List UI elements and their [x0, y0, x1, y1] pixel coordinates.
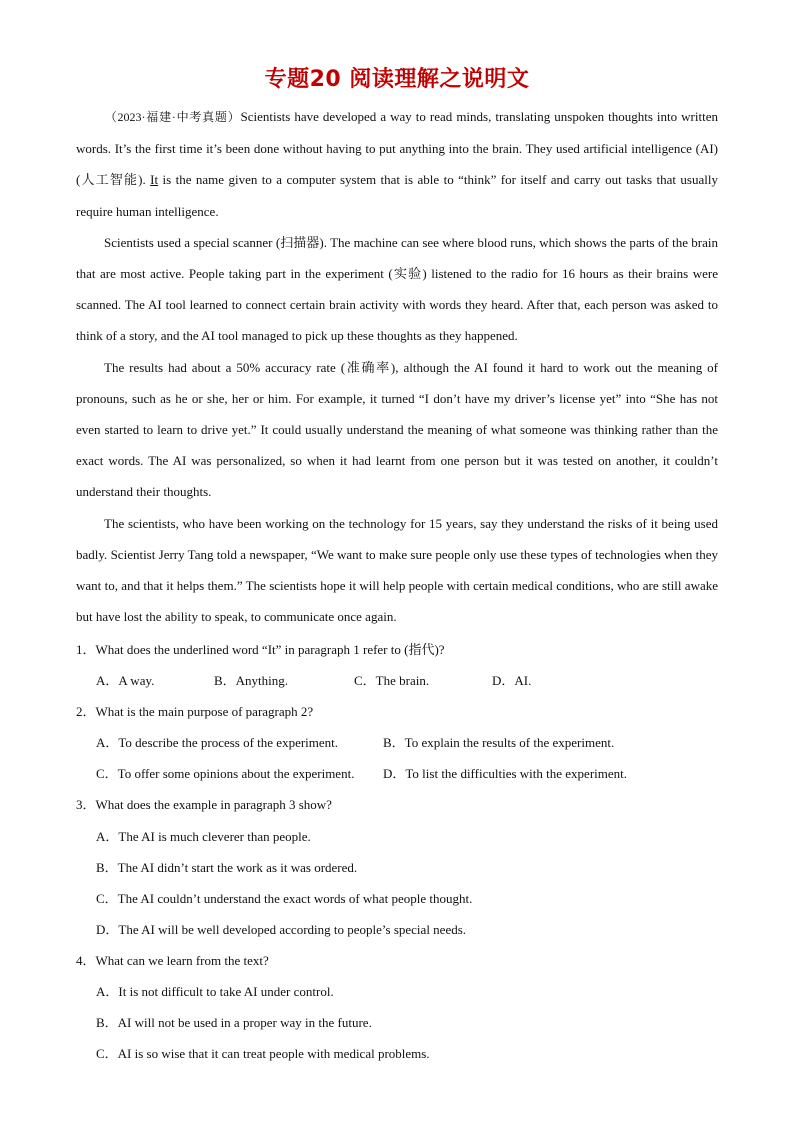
- question-1-stem: 1．What does the underlined word “It” in paragraph 1 refer to (指代)?: [76, 642, 445, 657]
- question-2-option-c[interactable]: C．To offer some opinions about the experiment.: [96, 766, 355, 782]
- question-4-option-a[interactable]: A．It is not difficult to take AI under control.: [96, 984, 334, 1000]
- question-list: [76, 634, 736, 1069]
- question-2-options-row-2: [76, 758, 736, 789]
- paragraph-3-text: The results had about a 50% accuracy rate (准确率), although the AI found it hard to work out the meaning of pronouns, such as he or she, her or him. For example, it turned “I don’t have my driver’s license yet” into “She has not even started to learn to drive yet.” It could usually understand the meaning of what someone was thinking rather than the exact words. The AI was personalized, so when it had learnt from one person but it was tested on another, it couldn’t understand their thoughts.: [76, 359, 718, 500]
- question-2-stem: 2．What is the main purpose of paragraph 2?: [76, 704, 314, 720]
- question-4-stem: 4．What can we learn from the text?: [76, 952, 269, 968]
- question-4-option-c[interactable]: C．AI is so wise that it can treat people with medical problems.: [96, 1046, 430, 1062]
- page-title: 专题20 阅读理解之说明文: [264, 67, 530, 92]
- question-3-option-b[interactable]: B．The AI didn’t start the work as it was ordered.: [96, 859, 358, 875]
- paragraph-2-text: Scientists used a special scanner (扫描器). The machine can see where blood runs, which shows the parts of the brain that are most active. People taking part in the experiment (实验) listened to the radio for 16 hours as their brains were scanned. The AI tool learned to connect certain brain activity with words they heard. After that, each person was asked to think of a story, and the AI tool managed to pick up these thoughts as they happened.: [76, 234, 718, 344]
- question-1-option-a[interactable]: A．A way.: [96, 673, 155, 689]
- paragraph-3: [76, 352, 718, 508]
- question-3-option-d[interactable]: D．The AI will be well developed according to people’s special needs.: [96, 921, 467, 937]
- question-1-option-b[interactable]: B．Anything.: [214, 673, 289, 689]
- question-4-option-b[interactable]: B．AI will not be used in a proper way in the future.: [96, 1015, 372, 1031]
- paragraph-4-text: The scientists, who have been working on the technology for 15 years, say they understand the risks of it being used badly. Scientist Jerry Tang told a newspaper, “We want to make sure people only use these types of technologies when they want to, and that it helps them.” The scientists hope it will help people with certain medical conditions, who are still awake but have lost the ability to speak, to communicate once again.: [76, 515, 718, 625]
- paragraph-1-text-a: Scientists have developed a way to read minds, translating unspoken thoughts into written words. It’s the first time it’s been done without having to put anything into the brain. They used artificial intelligence (AI) (人工智能).: [76, 109, 718, 188]
- paragraph-1: [76, 101, 718, 227]
- question-1-option-d[interactable]: D．AI.: [492, 673, 532, 689]
- underlined-word-it: It: [150, 172, 159, 188]
- question-2-option-d[interactable]: D．To list the difficulties with the experiment.: [383, 766, 627, 782]
- question-2-option-a[interactable]: A．To describe the process of the experiment.: [96, 735, 339, 751]
- question-1-option-c[interactable]: C．The brain.: [354, 673, 430, 689]
- question-3-stem: 3．What does the example in paragraph 3 show?: [76, 797, 332, 813]
- question-3-option-c[interactable]: C．The AI couldn’t understand the exact words of what people thought.: [96, 890, 473, 906]
- question-1-options: [76, 665, 736, 696]
- question-3-option-a[interactable]: A．The AI is much cleverer than people.: [96, 828, 311, 844]
- paragraph-1-text-b: is the name given to a computer system that is able to “think” for itself and carry out tasks that usually require human intelligence.: [76, 172, 718, 219]
- source-label: （2023·福建·中考真题）: [104, 110, 241, 124]
- paragraph-2: [76, 227, 718, 352]
- reading-passage: [76, 101, 718, 632]
- paragraph-4: [76, 508, 718, 633]
- question-2-options-row-1: [76, 727, 736, 758]
- question-2-option-b[interactable]: B．To explain the results of the experiment.: [383, 735, 615, 751]
